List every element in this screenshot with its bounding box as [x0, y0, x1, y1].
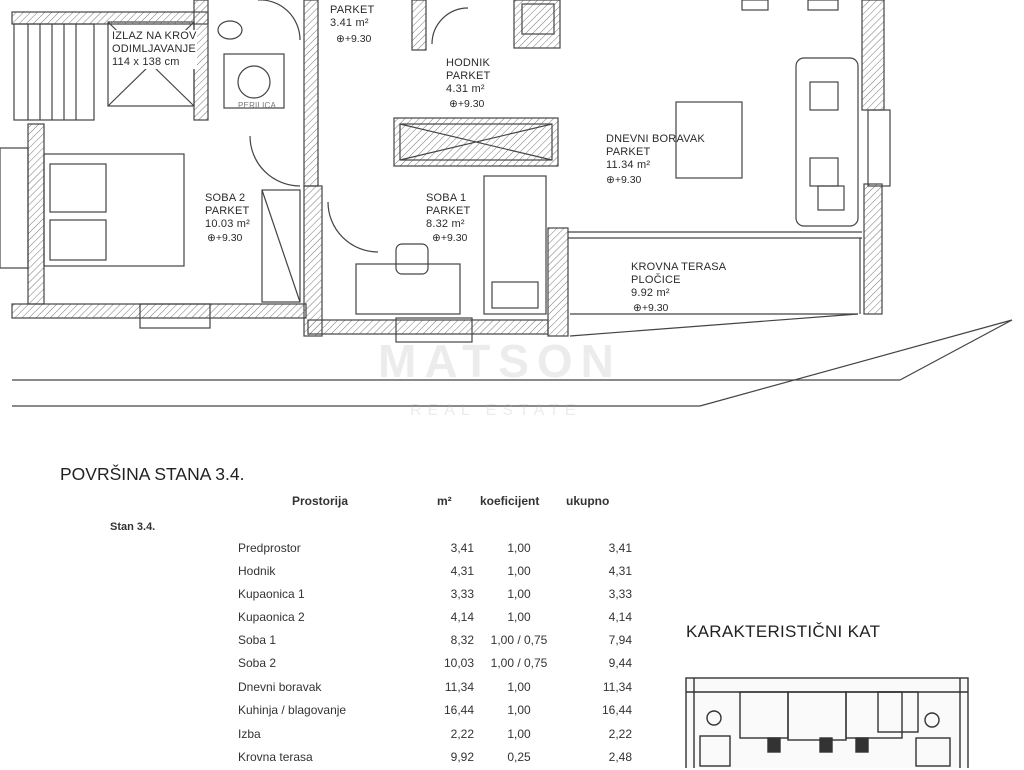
elevation-krovna-terasa: ⊕+9.30 — [633, 302, 669, 314]
row-m2: 8,32 — [450, 633, 474, 647]
room-label-dnevni-boravak: DNEVNI BORAVAK PARKET 11.34 m² — [606, 133, 705, 171]
row-total: 9,44 — [608, 656, 632, 670]
row-name: Kupaonica 1 — [238, 587, 305, 601]
row-total: 7,94 — [608, 633, 632, 647]
elevation-hodnik: ⊕+9.30 — [449, 98, 485, 110]
row-name: Izba — [238, 727, 261, 741]
row-coefficient: 1,00 — [507, 727, 531, 741]
column-header-total: ukupno — [566, 494, 610, 508]
row-name: Soba 1 — [238, 633, 277, 647]
row-coefficient: 1,00 / 0,75 — [490, 633, 548, 647]
row-m2: 9,92 — [450, 750, 474, 764]
watermark-subtitle: REAL ESTATE — [410, 402, 582, 419]
room-label-predprostor: PARKET 3.41 m² — [330, 4, 375, 29]
elevation-soba-1: ⊕+9.30 — [432, 232, 468, 244]
row-name: Krovna terasa — [238, 750, 313, 764]
table-row — [0, 656, 700, 676]
table-row — [0, 587, 700, 607]
row-coefficient: 1,00 — [507, 703, 531, 717]
area-table-title: POVRŠINA STANA 3.4. — [60, 464, 245, 484]
row-name: Soba 2 — [238, 656, 277, 670]
table-row — [0, 564, 700, 584]
row-name: Hodnik — [238, 564, 276, 578]
row-total: 16,44 — [601, 703, 632, 717]
row-total: 3,33 — [608, 587, 632, 601]
row-total: 11,34 — [602, 680, 632, 694]
table-row — [0, 633, 700, 653]
apartment-group-label: Stan 3.4. — [110, 521, 156, 533]
row-name: Dnevni boravak — [238, 680, 322, 694]
row-m2: 10,03 — [443, 656, 474, 670]
row-m2: 4,31 — [450, 564, 474, 578]
row-total: 2,48 — [608, 750, 632, 764]
typical-floor-thumbnail — [680, 672, 980, 768]
elevation-soba-2: ⊕+9.30 — [207, 232, 243, 244]
typical-floor-title: KARAKTERISTIČNI KAT — [686, 622, 881, 641]
row-coefficient: 1,00 — [507, 680, 531, 694]
perilica-label: PERILICA — [238, 101, 277, 110]
row-total: 2,22 — [608, 727, 632, 741]
row-coefficient: 0,25 — [507, 750, 531, 764]
room-label-soba-1: SOBA 1 PARKET 8.32 m² — [426, 192, 471, 230]
row-coefficient: 1,00 — [507, 564, 531, 578]
column-header-coefficient: koeficijent — [480, 494, 540, 508]
row-coefficient: 1,00 — [507, 587, 531, 601]
row-m2: 2,22 — [450, 727, 474, 741]
row-name: Predprostor — [238, 541, 301, 555]
column-header-room: Prostorija — [292, 494, 349, 508]
row-coefficient: 1,00 — [507, 610, 531, 624]
row-m2: 4,14 — [450, 610, 474, 624]
table-row — [0, 703, 700, 723]
elevation-predprostor: ⊕+9.30 — [336, 33, 372, 45]
row-coefficient: 1,00 / 0,75 — [490, 656, 548, 670]
row-m2: 11,34 — [444, 680, 474, 694]
row-total: 4,31 — [608, 564, 632, 578]
row-m2: 3,33 — [450, 587, 474, 601]
watermark: MATSON — [378, 335, 622, 387]
room-label-hodnik: HODNIK PARKET 4.31 m² — [446, 57, 491, 95]
table-row — [0, 750, 700, 770]
room-label-krovna-terasa: KROVNA TERASA PLOČICE 9.92 m² — [631, 261, 727, 299]
elevation-dnevni-boravak: ⊕+9.30 — [606, 174, 642, 186]
room-label-soba-2: SOBA 2 PARKET 10.03 m² — [205, 192, 251, 230]
row-total: 3,41 — [608, 541, 632, 555]
row-m2: 16,44 — [443, 703, 474, 717]
row-name: Kuhinja / blagovanje — [238, 703, 347, 717]
table-row — [0, 680, 700, 700]
row-name: Kupaonica 2 — [238, 610, 305, 624]
table-row — [0, 541, 700, 561]
table-row — [0, 727, 700, 747]
table-row — [0, 610, 700, 630]
row-coefficient: 1,00 — [507, 541, 531, 555]
roof-exit-label: IZLAZ NA KROV ODIMLJAVANJE 114 x 138 cm — [112, 30, 197, 68]
row-total: 4,14 — [608, 610, 632, 624]
column-header-m2: m² — [437, 494, 452, 508]
row-m2: 3,41 — [450, 541, 474, 555]
